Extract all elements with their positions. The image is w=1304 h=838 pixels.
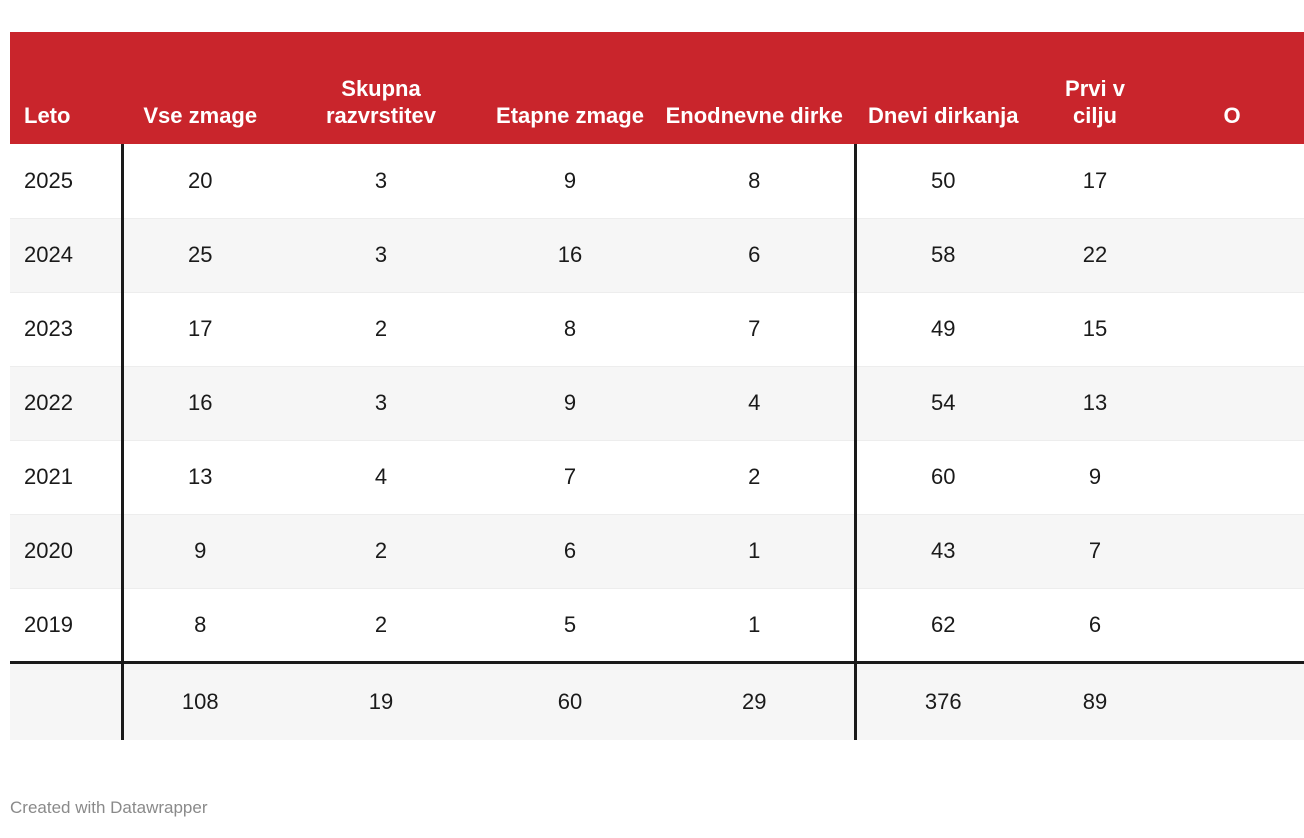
cell-enodnevne-dirke: 1 <box>655 514 855 588</box>
table-row <box>10 366 1304 440</box>
table-header-row <box>10 32 1304 144</box>
cell-skupna-razvrstitev: 2 <box>277 588 485 662</box>
cell-enodnevne-dirke: 7 <box>655 292 855 366</box>
cell-etapne-zmage: 5 <box>485 588 655 662</box>
cell-vse-zmage: 13 <box>122 440 277 514</box>
cell-etapne-zmage: 9 <box>485 144 655 218</box>
cell-total-vse-zmage: 108 <box>122 662 277 740</box>
cell-dnevi-dirkanja: 50 <box>855 144 1030 218</box>
cell-vse-zmage: 16 <box>122 366 277 440</box>
cell-prvi-v-cilju: 6 <box>1030 588 1160 662</box>
column-header-etapne-zmage[interactable]: Etapne zmage <box>485 32 655 144</box>
cell-year: 2025 <box>10 144 122 218</box>
cell-total-dnevi-dirkanja: 376 <box>855 662 1030 740</box>
table-row <box>10 588 1304 662</box>
table-row <box>10 292 1304 366</box>
column-header-skupna-razvrstitev[interactable]: Skupna razvrstitev <box>277 32 485 144</box>
cell-dnevi-dirkanja: 54 <box>855 366 1030 440</box>
cell-total-skupna-razvrstitev: 19 <box>277 662 485 740</box>
table-row <box>10 144 1304 218</box>
cell-prvi-v-cilju: 17 <box>1030 144 1160 218</box>
cell-year: 2020 <box>10 514 122 588</box>
cell-skupna-razvrstitev: 3 <box>277 218 485 292</box>
cell-skupna-razvrstitev: 4 <box>277 440 485 514</box>
cell-prvi-v-cilju: 13 <box>1030 366 1160 440</box>
datawrapper-credit[interactable]: Created with Datawrapper <box>10 798 208 817</box>
column-header-clipped[interactable]: O <box>1160 32 1304 144</box>
cell-etapne-zmage: 8 <box>485 292 655 366</box>
cell-enodnevne-dirke: 6 <box>655 218 855 292</box>
cell-clipped <box>1160 440 1304 514</box>
cell-prvi-v-cilju: 7 <box>1030 514 1160 588</box>
cell-year: 2022 <box>10 366 122 440</box>
cell-etapne-zmage: 9 <box>485 366 655 440</box>
cell-dnevi-dirkanja: 49 <box>855 292 1030 366</box>
column-header-leto[interactable]: Leto <box>10 32 122 144</box>
cell-prvi-v-cilju: 15 <box>1030 292 1160 366</box>
cell-clipped <box>1160 292 1304 366</box>
data-table <box>10 32 1304 740</box>
cell-vse-zmage: 25 <box>122 218 277 292</box>
cell-etapne-zmage: 6 <box>485 514 655 588</box>
cell-enodnevne-dirke: 1 <box>655 588 855 662</box>
cell-clipped <box>1160 144 1304 218</box>
cell-skupna-razvrstitev: 2 <box>277 514 485 588</box>
cell-vse-zmage: 8 <box>122 588 277 662</box>
column-header-vse-zmage[interactable]: Vse zmage <box>122 32 277 144</box>
cell-vse-zmage: 17 <box>122 292 277 366</box>
cell-total-year <box>10 662 122 740</box>
column-header-prvi-v-cilju[interactable]: Prvi v cilju <box>1030 32 1160 144</box>
cell-year: 2021 <box>10 440 122 514</box>
cell-prvi-v-cilju: 22 <box>1030 218 1160 292</box>
cell-etapne-zmage: 16 <box>485 218 655 292</box>
table-row <box>10 514 1304 588</box>
cell-year: 2024 <box>10 218 122 292</box>
cell-dnevi-dirkanja: 43 <box>855 514 1030 588</box>
cell-enodnevne-dirke: 8 <box>655 144 855 218</box>
cell-dnevi-dirkanja: 62 <box>855 588 1030 662</box>
cell-vse-zmage: 9 <box>122 514 277 588</box>
cell-skupna-razvrstitev: 3 <box>277 366 485 440</box>
cell-year: 2023 <box>10 292 122 366</box>
cell-total-etapne-zmage: 60 <box>485 662 655 740</box>
cell-clipped <box>1160 514 1304 588</box>
cell-clipped <box>1160 366 1304 440</box>
column-header-dnevi-dirkanja[interactable]: Dnevi dirkanja <box>855 32 1030 144</box>
cell-total-prvi-v-cilju: 89 <box>1030 662 1160 740</box>
cell-total-clipped <box>1160 662 1304 740</box>
cell-enodnevne-dirke: 4 <box>655 366 855 440</box>
cell-total-enodnevne-dirke: 29 <box>655 662 855 740</box>
cell-year: 2019 <box>10 588 122 662</box>
cell-clipped <box>1160 588 1304 662</box>
cell-etapne-zmage: 7 <box>485 440 655 514</box>
cell-skupna-razvrstitev: 2 <box>277 292 485 366</box>
table-row <box>10 440 1304 514</box>
table-header <box>10 32 1304 144</box>
cell-enodnevne-dirke: 2 <box>655 440 855 514</box>
table-row <box>10 218 1304 292</box>
cell-dnevi-dirkanja: 60 <box>855 440 1030 514</box>
column-header-enodnevne-dirke[interactable]: Enodnevne dirke <box>655 32 855 144</box>
cell-clipped <box>1160 218 1304 292</box>
cell-vse-zmage: 20 <box>122 144 277 218</box>
table-body <box>10 144 1304 740</box>
cell-skupna-razvrstitev: 3 <box>277 144 485 218</box>
cell-prvi-v-cilju: 9 <box>1030 440 1160 514</box>
data-table-container <box>10 32 1241 740</box>
cell-dnevi-dirkanja: 58 <box>855 218 1030 292</box>
table-total-row <box>10 662 1304 740</box>
